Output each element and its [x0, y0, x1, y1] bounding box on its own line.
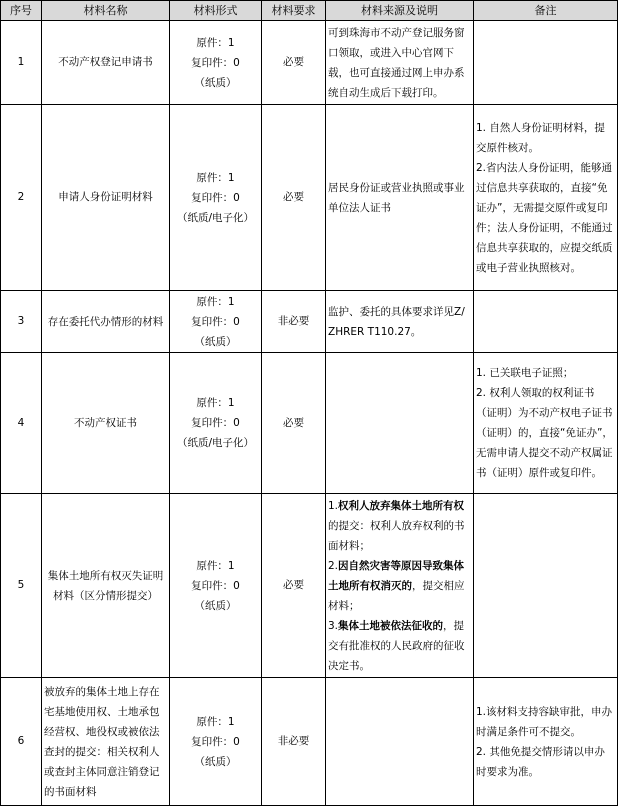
- table-row: [1, 105, 618, 291]
- row-note: [474, 291, 618, 353]
- row-source: 监护、委托的具体要求详见Z/ZHRER T110.27。: [326, 291, 474, 353]
- header-name: 材料名称: [42, 1, 170, 21]
- header-requirement: 材料要求: [262, 1, 326, 21]
- note-item: 2.省内法人身份证明，能够通过信息共享获取的，直接“免证办”，无需提交原件或复印件；法人身份证明，不能通过信息共享获取的，应提交纸质或电子营业执照核对。: [476, 161, 613, 274]
- source-item-text: ，提交相应材料；: [328, 579, 465, 612]
- table-row: [1, 353, 618, 494]
- row-no: 5: [1, 494, 42, 678]
- row-name: 不动产权登记申请书: [42, 21, 170, 105]
- form-medium: （纸质）: [194, 755, 237, 768]
- source-item-number: 3.: [328, 619, 339, 632]
- row-name: 存在委托代办情形的材料: [42, 291, 170, 353]
- header-no: 序号: [1, 1, 42, 21]
- source-item: [328, 496, 471, 556]
- form-medium: （纸质/电子化）: [176, 437, 255, 449]
- header-source: 材料来源及说明: [326, 1, 474, 21]
- row-form: [170, 353, 262, 494]
- table-row: [1, 21, 618, 105]
- row-form: [170, 105, 262, 291]
- row-requirement: 必要: [262, 494, 326, 678]
- row-source: 居民身份证或营业执照或事业单位法人证书: [326, 105, 474, 291]
- note-item: 2. 其他免提交情形请以申办时要求为准。: [476, 745, 605, 778]
- row-name: 申请人身份证明材料: [42, 105, 170, 291]
- source-item-bold: 因自然灾害等原因导致集体土地所有权消灭的: [328, 559, 465, 592]
- note-item: 2. 权利人领取的权利证书（证明）为不动产权电子证书（证明）的，直接“免证办”，无需申请人提交不动产权属证书（证明）原件或复印件。: [476, 387, 613, 479]
- source-item-text: 的提交：权利人放弃权利的书面材料；: [328, 519, 465, 552]
- source-item-number: 2.: [328, 559, 339, 572]
- source-item: [328, 616, 471, 676]
- header-note: 备注: [474, 1, 618, 21]
- form-original: 原件：1: [196, 715, 235, 728]
- row-form: [170, 494, 262, 678]
- form-original: 原件：1: [196, 171, 235, 184]
- form-copy: 复印件：0: [191, 579, 240, 592]
- form-original: 原件：1: [196, 295, 235, 308]
- row-note: [474, 105, 618, 291]
- note-item: 1. 已关联电子证照；: [476, 367, 574, 379]
- source-item: [328, 556, 471, 616]
- source-item-number: 1.: [328, 499, 339, 512]
- row-form: [170, 291, 262, 353]
- source-item-bold: 集体土地被依法征收的: [338, 619, 444, 632]
- header-row: [1, 1, 618, 21]
- table-row: [1, 291, 618, 353]
- form-copy: 复印件：0: [191, 315, 240, 328]
- row-note: [474, 353, 618, 494]
- source-item-bold: 权利人放弃集体土地所有权: [338, 499, 465, 512]
- row-note: [474, 21, 618, 105]
- row-source: [326, 353, 474, 494]
- form-original: 原件：1: [196, 397, 235, 409]
- form-copy: 复印件：0: [191, 417, 240, 429]
- note-item: 1. 自然人身份证明材料，提交原件核对。: [476, 121, 605, 154]
- form-original: 原件：1: [196, 559, 235, 572]
- note-item: 1.该材料支持容缺审批，申办时满足条件可不提交。: [476, 705, 613, 738]
- row-requirement: 必要: [262, 353, 326, 494]
- row-no: 4: [1, 353, 42, 494]
- form-original: 原件：1: [196, 36, 235, 49]
- row-requirement: 非必要: [262, 291, 326, 353]
- form-copy: 复印件：0: [191, 56, 240, 69]
- row-source: 可到珠海市不动产登记服务窗口领取，或进入中心官网下载，也可直接通过网上申办系统自动生成后下载打印。: [326, 21, 474, 105]
- row-form: [170, 21, 262, 105]
- row-no: 6: [1, 678, 42, 806]
- row-no: 2: [1, 105, 42, 291]
- table-row: [1, 494, 618, 678]
- row-requirement: 必要: [262, 21, 326, 105]
- row-requirement: 必要: [262, 105, 326, 291]
- row-form: [170, 678, 262, 806]
- form-medium: （纸质）: [194, 599, 237, 612]
- row-source: [326, 678, 474, 806]
- form-medium: （纸质）: [194, 76, 237, 89]
- row-source: [326, 494, 474, 678]
- form-medium: （纸质）: [194, 335, 237, 348]
- form-copy: 复印件：0: [191, 735, 240, 748]
- table-row: [1, 678, 618, 806]
- row-name: 集体土地所有权灭失证明材料（区分情形提交）: [42, 494, 170, 678]
- row-name: 不动产权证书: [42, 353, 170, 494]
- header-form: 材料形式: [170, 1, 262, 21]
- form-copy: 复印件：0: [191, 191, 240, 204]
- row-no: 1: [1, 21, 42, 105]
- row-requirement: 非必要: [262, 678, 326, 806]
- form-medium: （纸质/电子化）: [176, 211, 255, 224]
- row-no: 3: [1, 291, 42, 353]
- source-item-text: ，提交有批准权的人民政府的征收决定书。: [328, 619, 465, 672]
- row-name: 被放弃的集体土地上存在宅基地使用权、土地承包经营权、地役权或被依法查封的提交：相关权利人或查封主体同意注销登记的书面材料: [42, 678, 170, 806]
- row-note: [474, 494, 618, 678]
- row-note: [474, 678, 618, 806]
